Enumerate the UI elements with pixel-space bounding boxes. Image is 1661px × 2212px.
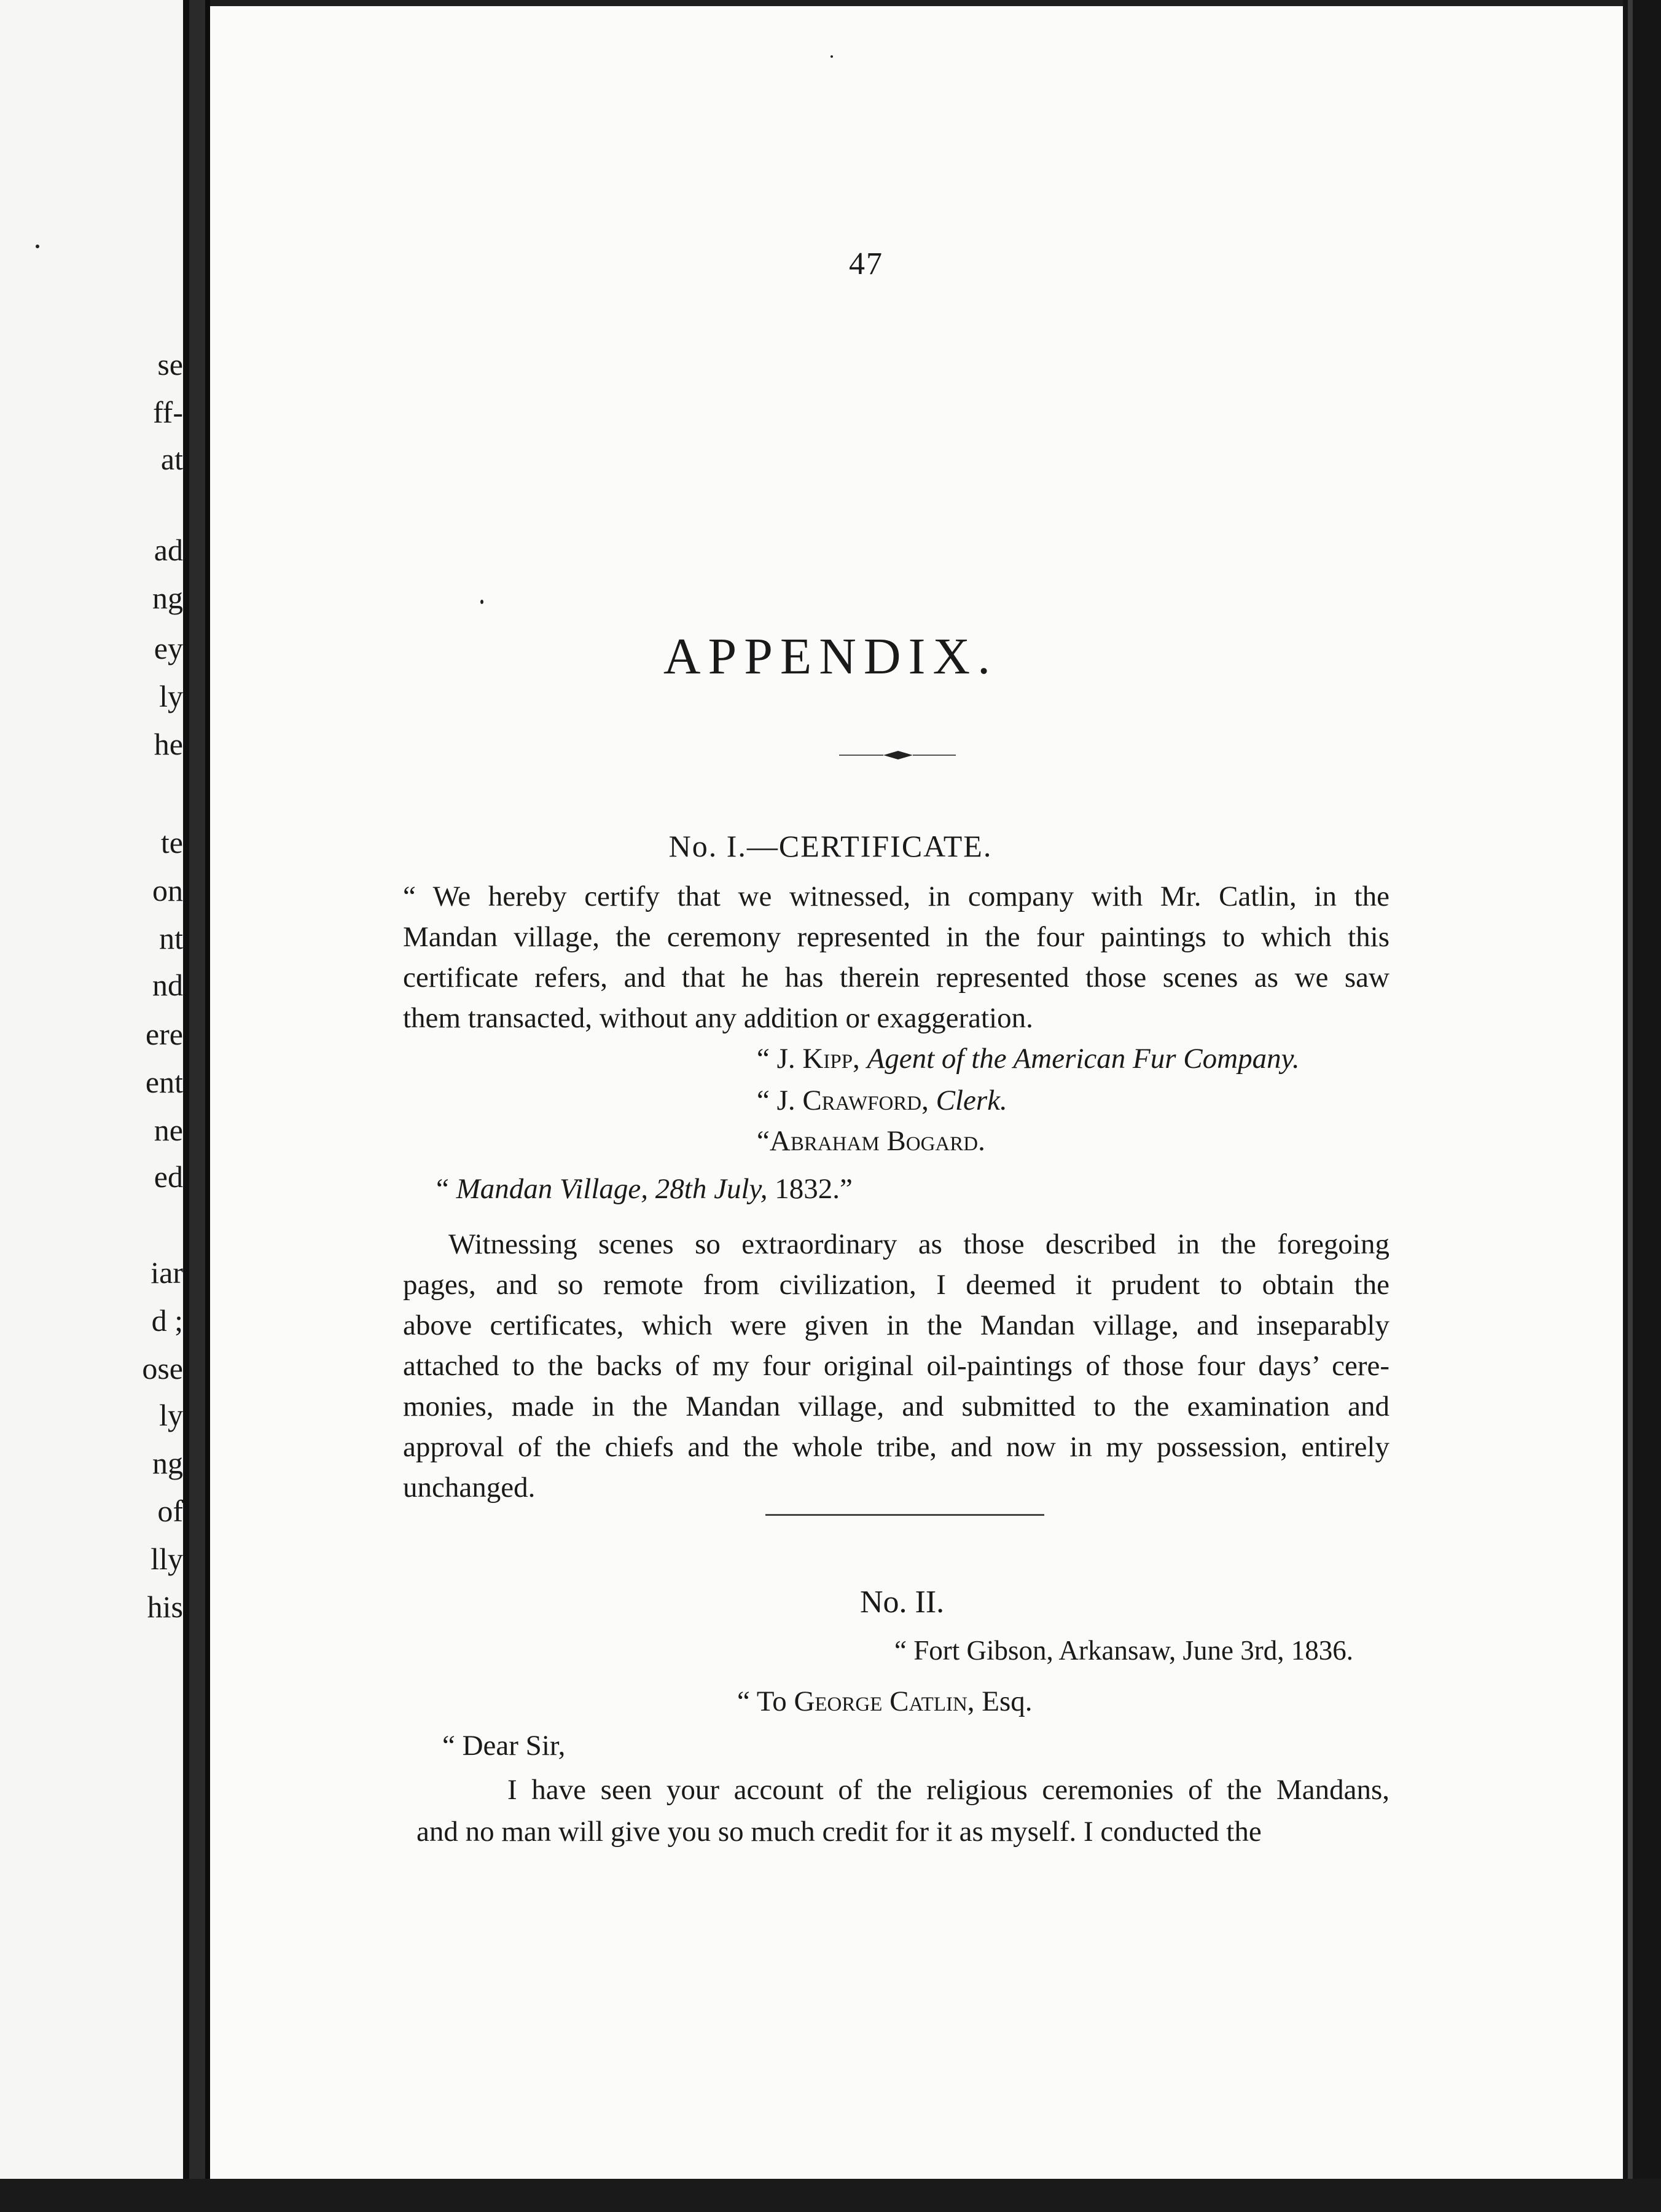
- left-page-fragment: ere: [145, 1017, 183, 1051]
- left-page-fragment: ne: [154, 1113, 183, 1147]
- signatory-prefix: “ J.: [757, 1043, 803, 1075]
- section-heading: APPENDIX.: [663, 628, 998, 685]
- left-page-fragment: ed: [154, 1159, 183, 1194]
- paragraph-line: above certificates, which were given in the Mandan village, and inseparably: [403, 1309, 1389, 1341]
- left-page-fragment: ly: [159, 679, 183, 713]
- recipient-prefix: “ To: [737, 1685, 794, 1717]
- paragraph-line: monies, made in the Mandan village, and submitted to the examination and: [403, 1390, 1389, 1422]
- date-year: 1832.”: [775, 1173, 853, 1205]
- letter-salutation: “ Dear Sir,: [442, 1730, 566, 1762]
- signatory-prefix: “: [757, 1125, 770, 1157]
- signatory-prefix: “ J.: [757, 1084, 803, 1116]
- left-page-fragment: ent: [145, 1065, 183, 1099]
- signatory-title: Agent of the American Fur Company.: [867, 1043, 1300, 1075]
- left-page-fragment: ad: [154, 533, 183, 567]
- left-page-fragment: on: [152, 873, 183, 908]
- page-number: 47: [849, 246, 883, 281]
- left-page-fragment: nd: [152, 968, 183, 1002]
- left-page-fragment: ng: [152, 1446, 183, 1480]
- left-page-fragment: ng: [152, 581, 183, 615]
- date-place: Mandan Village, 28th July,: [456, 1173, 768, 1205]
- speck: [830, 55, 833, 58]
- signatory-name: Crawford: [802, 1084, 922, 1116]
- speck: [36, 245, 39, 248]
- signatory-name: Kipp: [802, 1043, 853, 1075]
- letter-text-line: I have seen your account of the religious ceremonies of the Mandans,: [507, 1774, 1389, 1806]
- signatory-line: “ J. Crawford, Clerk.: [757, 1084, 1007, 1116]
- left-page-fragment: ly: [159, 1398, 183, 1432]
- signatory-title: Clerk.: [936, 1084, 1007, 1116]
- left-page-fragment: he: [154, 727, 183, 761]
- left-facing-page: [0, 0, 183, 2212]
- recipient-name: George Catlin: [794, 1685, 967, 1717]
- left-page-fragment: te: [160, 825, 183, 860]
- left-page-fragment: lly: [150, 1542, 183, 1576]
- paragraph-line: approval of the chiefs and the whole tribe, and now in my possession, entirely: [403, 1431, 1389, 1463]
- certificate-text-line: them transacted, without any addition or exaggeration.: [403, 1002, 1033, 1034]
- certificate-text-line: certificate refers, and that he has therein represented those scenes as we saw: [403, 962, 1389, 994]
- certificate-text-line: “ We hereby certify that we witnessed, in company with Mr. Catlin, in the: [403, 880, 1389, 912]
- left-page-fragment: ff-: [152, 395, 183, 429]
- left-page-fragment: his: [147, 1590, 183, 1624]
- signatory-line: [757, 1127, 985, 1156]
- paragraph-line: pages, and so remote from civilization, I deemed it prudent to obtain the: [403, 1269, 1389, 1301]
- left-page-fragment: se: [157, 347, 183, 382]
- left-page-fragment: iar: [150, 1255, 183, 1290]
- gutter-shadow: [183, 0, 189, 2212]
- signatory-line: “ J. Kipp, Agent of the American Fur Company.: [757, 1043, 1300, 1075]
- letter-text-line: and no man will give you so much credit for it as myself. I conducted the: [416, 1816, 1262, 1848]
- letter-location-date: “ Fort Gibson, Arkansaw, June 3rd, 1836.: [894, 1635, 1354, 1666]
- letter-recipient: [737, 1685, 1033, 1718]
- certificate-text-line: Mandan village, the ceremony represented in the four paintings to which this: [403, 921, 1389, 953]
- certificate-heading: No. I.—CERTIFICATE.: [668, 829, 993, 863]
- left-page-fragment: d ;: [151, 1303, 183, 1338]
- paragraph-line: Witnessing scenes so extraordinary as those described in the foregoing: [448, 1228, 1389, 1260]
- paragraph-line: attached to the backs of my four original oil-paintings of those four days’ cere-: [403, 1350, 1389, 1382]
- scan-border-bottom: [0, 2179, 1661, 2212]
- page-edge-highlight: [1628, 0, 1633, 2212]
- speck: [480, 600, 483, 604]
- left-page-fragment: at: [160, 442, 183, 476]
- gutter-gap: [189, 0, 205, 2212]
- left-page-fragment: ose: [142, 1351, 183, 1386]
- left-page-fragment: ey: [154, 631, 183, 665]
- section-separator: [765, 1514, 1044, 1516]
- paragraph-line: unchanged.: [403, 1472, 536, 1504]
- recipient-suffix: , Esq.: [967, 1685, 1033, 1717]
- letter-heading: No. II.: [860, 1585, 945, 1620]
- left-page-fragment: of: [157, 1494, 183, 1528]
- gutter-shadow: [205, 0, 210, 2212]
- ornament-divider: [839, 748, 956, 762]
- signatory-name: Abraham Bogard.: [769, 1125, 985, 1157]
- certificate-date: “ Mandan Village, 28th July, 1832.”: [436, 1173, 853, 1205]
- left-page-fragment: nt: [159, 921, 183, 955]
